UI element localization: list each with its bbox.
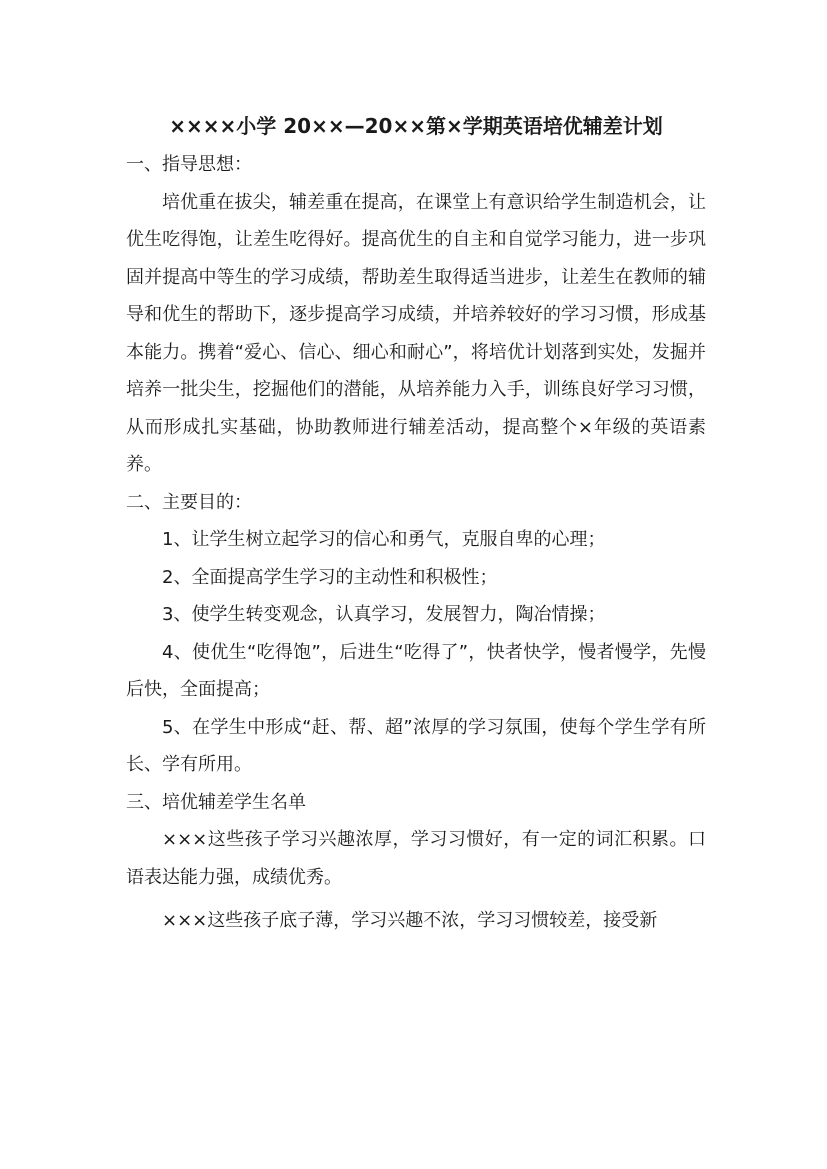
section-main-purpose (126, 484, 706, 784)
paragraph: ×××这些孩子底子薄，学习兴趣不浓，学习习惯较差，接受新 (162, 910, 658, 931)
list-item: 3、使学生转变观念，认真学习，发展智力，陶冶情操； (162, 604, 606, 625)
list-item: 5、在学生中形成“赶、帮、超”浓厚的学习氛围，使每个学生学有所长、学有所用。 (126, 716, 706, 775)
section-heading: 一、指导思想： (126, 154, 252, 175)
list-item: 1、让学生树立起学习的信心和勇气，克服自卑的心理； (162, 529, 606, 550)
document-title: ××××小学 20××—20××第×学期英语培优辅差计划 (169, 114, 663, 138)
list-item: 2、全面提高学生学习的主动性和积极性； (162, 566, 498, 588)
list-item: 4、使优生“吃得饱”，后进生“吃得了”，快者快学，慢者慢学，先慢后快，全面提高； (126, 641, 706, 700)
paragraph: 培优重在拔尖，辅差重在提高，在课堂上有意识给学生制造机会，让优生吃得饱，让差生吃得好。提高优生的自主和自觉学习能力，进一步巩固并提高中等生的学习成绩，帮助差生取得适当进步，让差生在教师的辅导和优生的帮助下，逐步提高学习成绩，并培养较好的学习习惯，形成基本能力。携着“爱心、信心、细心和耐心”，将培优计划落到实处，发掘并培养一批尖生，挖掘他们的潜能，从培养能力入手，训练良好学习习惯，从而形成扎实基础，协助教师进行辅差活动，提高整个×年级的英语素养。 (126, 191, 706, 475)
section-heading: 三、培优辅差学生名单 (126, 791, 306, 813)
document-body (126, 106, 706, 940)
section-student-list (126, 784, 706, 940)
paragraph: ×××这些孩子学习兴趣浓厚，学习习惯好，有一定的词汇积累。口语表达能力强，成绩优秀。 (126, 829, 706, 888)
section-guiding-thought (126, 146, 706, 484)
section-heading: 二、主要目的： (126, 491, 252, 513)
